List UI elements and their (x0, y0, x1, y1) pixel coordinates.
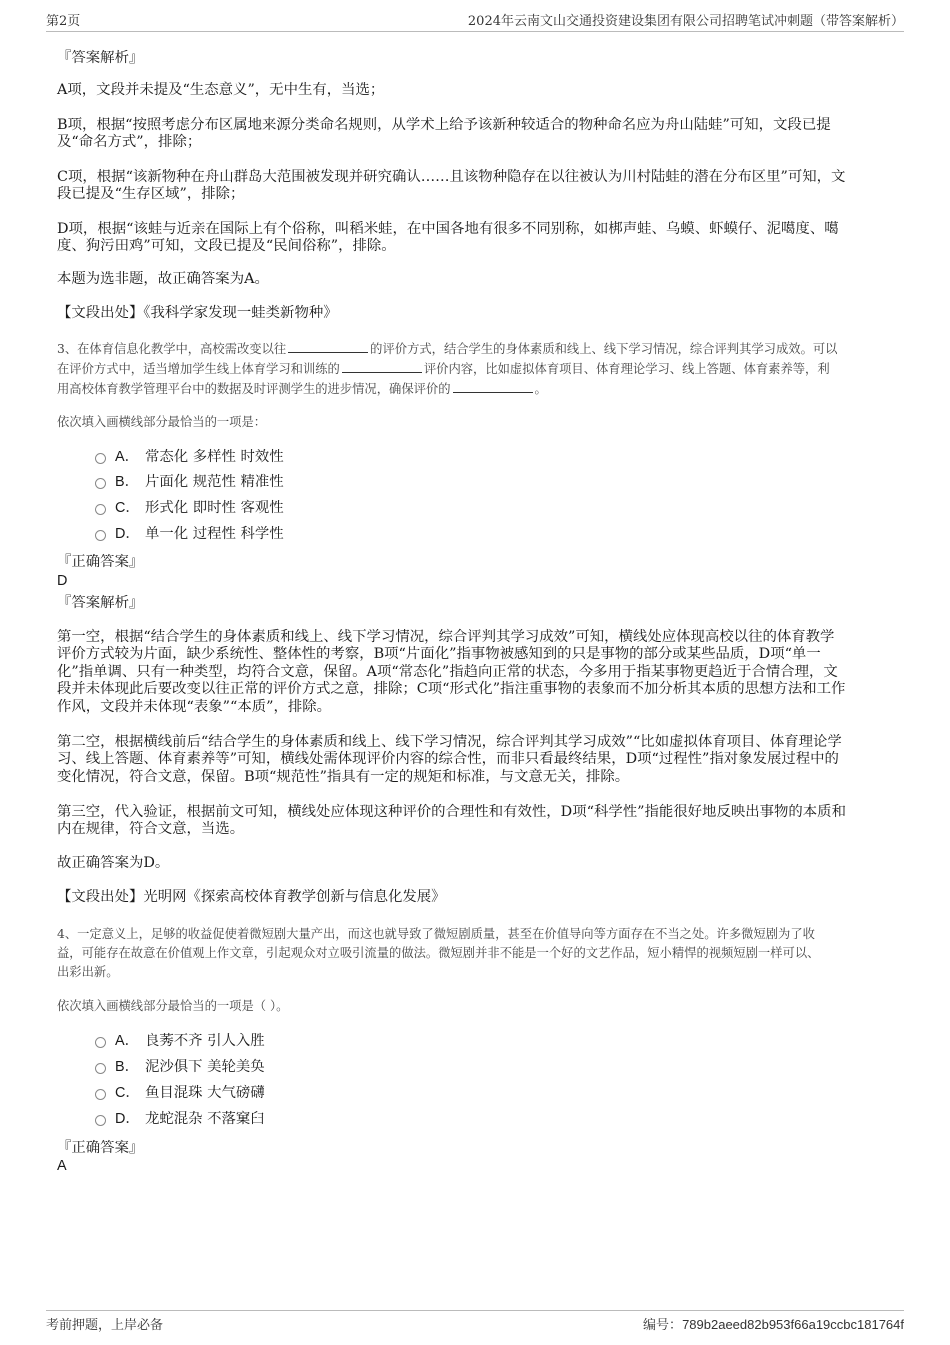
analysis-option-b-line2: 及“命名方式”，排除； (57, 134, 202, 150)
analysis-option-d-line1: D项，根据“该蛙与近亲在国际上有个俗称，叫稻米蛙，在中国各地有很多不同别称，如梆声蛙、乌蟆、虾蟆仔、泥噶度、噶 (57, 221, 839, 237)
analysis-paragraph-3-line1: 第三空，代入验证，根据前文可知，横线处应体现这种评价的合理性和有效性，D项“科学性”指能很好地反映出事物的本质和 (57, 804, 846, 820)
radio-icon[interactable] (95, 1063, 106, 1074)
analysis-paragraph-1-line5: 作风，文段并未体现“表象”“本质”，排除。 (57, 699, 332, 715)
analysis-option-a: A项，文段并未提及“生态意义”，无中生有，当选； (57, 82, 385, 98)
fill-blank-1 (288, 339, 368, 353)
radio-icon[interactable] (95, 478, 106, 489)
radio-icon[interactable] (95, 1115, 106, 1126)
analysis-paragraph-1-line3: 化”指单调、只有一种类型，均符合文意，保留。A项“常态化”指趋向正常的状态，今多用于指某事物更趋近于合情合理，文 (57, 664, 838, 680)
analysis-paragraph-2-line2: 习、线上答题、体育素养等”可知，横线处需体现评价内容的综合性，而非只看最终结果，D项“过程性”指对象发展过程中的 (57, 751, 839, 767)
answer-label: 『正确答案』 (57, 1140, 144, 1156)
document-code: 编号：789b2aeed82b953f66a19ccbc181764f (643, 1317, 904, 1333)
analysis-option-c-line2: 段已提及“生存区域”，排除； (57, 186, 245, 202)
analysis-paragraph-1-line2: 评价方式较为片面，缺少系统性、整体性的考察，B项“片面化”指事物被感知到的只是事物的部分或某些品质，D项“单一 (57, 646, 821, 662)
radio-icon[interactable] (95, 530, 106, 541)
analysis-option-b-line1: B项，根据“按照考虑分布区属地来源分类命名规则，从学术上给予该新种较适合的物种命名应为舟山陆蛙”可知，文段已提 (57, 117, 831, 133)
analysis-label: 『答案解析』 (57, 595, 144, 611)
answer-label: 『正确答案』 (57, 554, 144, 570)
analysis-option-d-line2: 度、狗污田鸡”可知，文段已提及“民间俗称”，排除。 (57, 238, 396, 254)
fill-blank-3 (453, 379, 533, 393)
question-4-stem-line3: 出彩出新。 (57, 965, 119, 979)
analysis-paragraph-2-line1: 第二空，根据横线前后“结合学生的身体素质和线上、线下学习情况，综合评判其学习成效”“比如虚拟体育项目、体育理论学 (57, 734, 842, 750)
header-divider (46, 31, 904, 32)
analysis-conclusion: 本题为选非题，故正确答案为A。 (57, 271, 269, 287)
footer-slogan: 考前押题，上岸必备 (46, 1318, 164, 1333)
analysis-paragraph-2-line3: 变化情况，符合文意，保留。B项“规范性”指具有一定的规矩和标准，与文意无关，排除。 (57, 769, 630, 785)
radio-icon[interactable] (95, 1089, 106, 1100)
question-4-prompt: 依次填入画横线部分最恰当的一项是（ ）。 (57, 999, 289, 1013)
radio-icon[interactable] (95, 1037, 106, 1048)
analysis-paragraph-3-line2: 内在规律，符合文意，当选。 (57, 821, 245, 837)
correct-answer: D (57, 573, 68, 589)
passage-source: 【文段出处】《我科学家发现一蛙类新物种》 (57, 305, 338, 321)
analysis-conclusion: 故正确答案为D。 (57, 855, 170, 871)
radio-icon[interactable] (95, 504, 106, 515)
question-4-stem-line1: 4、一定意义上，足够的收益促使着微短剧大量产出，而这也就导致了微短剧质量，甚至在价值导向等方面存在不当之处。许多微短剧为了收 (57, 927, 815, 941)
footer-divider (46, 1310, 904, 1311)
radio-icon[interactable] (95, 453, 106, 464)
analysis-label: 『答案解析』 (57, 50, 144, 66)
document-title: 2024年云南文山交通投资建设集团有限公司招聘笔试冲刺题（带答案解析） (467, 14, 904, 29)
passage-source: 【文段出处】光明网《探索高校体育教学创新与信息化发展》 (57, 889, 446, 905)
question-4-stem-line2: 益，可能存在故意在价值观上作文章，引起观众对立吸引流量的做法。微短剧并非不能是一个好的文艺作品，短小精悍的视频短剧一样可以、 (57, 946, 820, 960)
analysis-paragraph-1-line1: 第一空，根据“结合学生的身体素质和线上、线下学习情况，综合评判其学习成效”可知，横线处应体现高校以往的体育教学 (57, 629, 835, 645)
page-number: 第2页 (46, 14, 81, 29)
question-3-stem-line3: 用高校体育教学管理平台中的数据及时评测学生的进步情况，确保评价的 。 (57, 379, 547, 399)
correct-answer: A (57, 1158, 67, 1174)
fill-blank-2 (342, 359, 422, 373)
question-3-prompt: 依次填入画横线部分最恰当的一项是： (57, 415, 267, 429)
analysis-paragraph-1-line4: 段并未体现此后要改变以往正常的评价方式之意，排除；C项“形式化”指注重事物的表象而不加分析其本质的思想方法和工作 (57, 681, 846, 697)
analysis-option-c-line1: C项，根据“该新物种在舟山群岛大范围被发现并研究确认……且该物种隐存在以往被认为川村陆蛙的潜在分布区里”可知，文 (57, 169, 846, 185)
question-3-stem-line2: 在评价方式中，适当增加学生线上体育学习和训练的 评价内容，比如虚拟体育项目、体育理论学习、线上答题、体育素养等，利 (57, 359, 830, 379)
question-3-stem-line1: 3、在体育信息化教学中，高校需改变以往 的评价方式，结合学生的身体素质和线上、线下学习情况，综合评判其学习成效。可以 (57, 339, 837, 359)
